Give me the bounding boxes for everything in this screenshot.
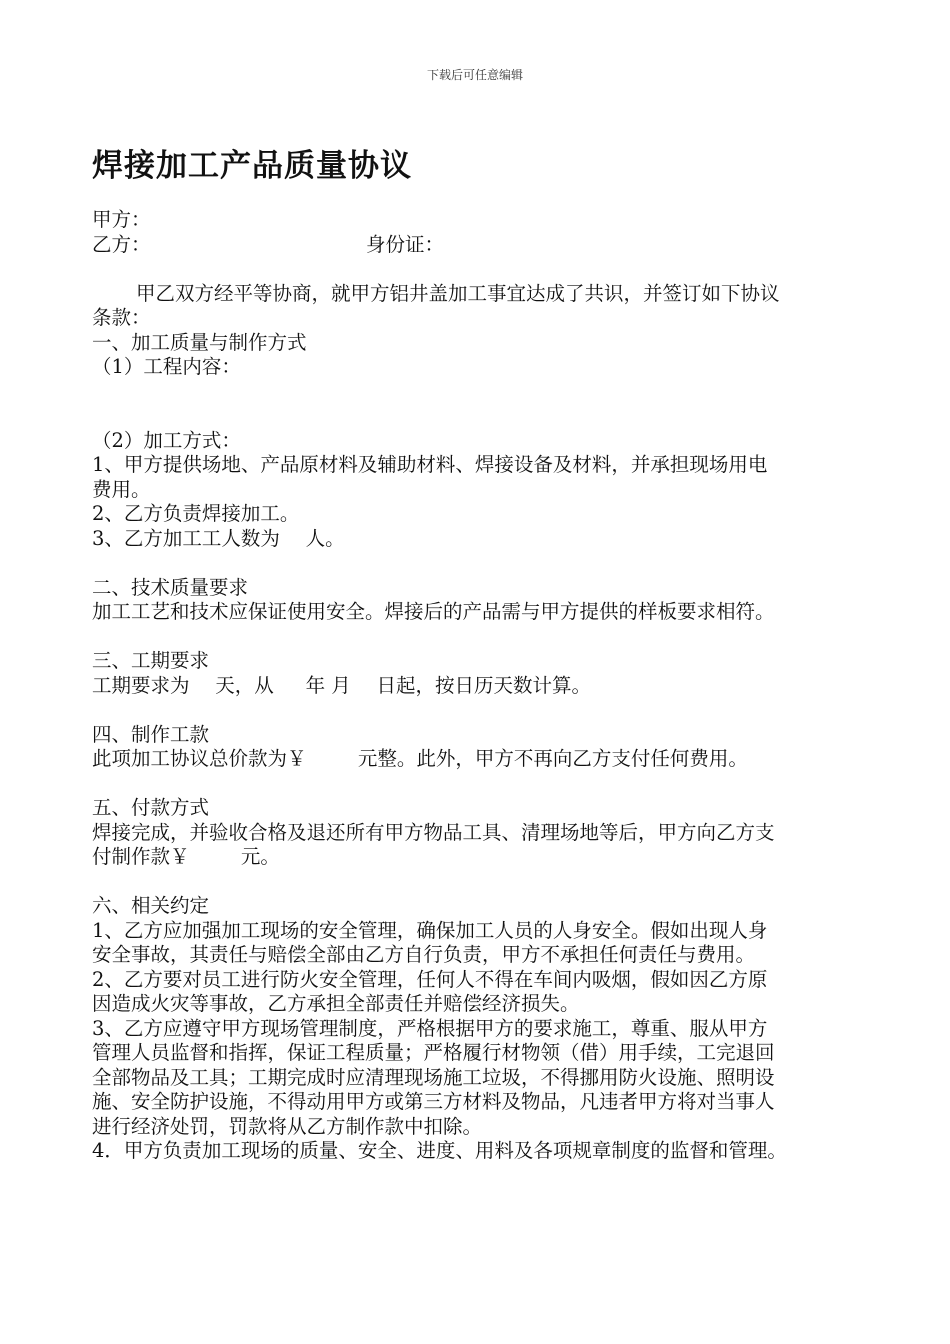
clause-item: （2）加工方式： — [92, 428, 241, 452]
clause-line: 工期要求为 天，从 年 月 日起，按日历天数计算。 — [92, 673, 591, 697]
clause-line: 此项加工协议总价款为￥ 元整。此外，甲方不再向乙方支付任何费用。 — [92, 747, 748, 770]
section-heading: 二、技术质量要求 — [92, 575, 249, 599]
section-heading: 四、制作工款 — [92, 722, 210, 746]
clause-line: 安全事故，其责任与赔偿全部由乙方自行负责，甲方不承担任何责任与费用。 — [92, 943, 756, 966]
party-a-label: 甲方： — [92, 208, 151, 231]
section-heading: 三、工期要求 — [92, 649, 210, 672]
clause-line: 因造成火灾等事故，乙方承担全部责任并赔偿经济损失。 — [92, 992, 580, 1015]
section-heading: 五、付款方式 — [92, 796, 210, 819]
clause-line: 费用。 — [92, 477, 151, 501]
party-b-label: 乙方： — [92, 232, 151, 256]
party-b-row — [92, 233, 892, 258]
clause-line: 2、乙方要对员工进行防火安全管理，任何人不得在车间内吸烟，假如因乙方原 — [92, 967, 768, 991]
clause-line: 3、乙方加工工人数为 人。 — [92, 526, 345, 550]
clause-line: 付制作款￥ 元。 — [92, 845, 280, 868]
section-heading: 六、相关约定 — [92, 894, 210, 917]
section-heading: 一、加工质量与制作方式 — [92, 330, 307, 354]
clause-item: （1）工程内容： — [92, 355, 241, 378]
clause-line: 3、乙方应遵守甲方现场管理制度，严格根据甲方的要求施工，尊重、服从甲方 — [92, 1016, 768, 1040]
intro-line: 条款： — [92, 306, 151, 329]
page-header: 下载后可任意编辑 — [426, 68, 523, 82]
clause-line: 全部物品及工具；工期完成时应清理现场施工垃圾，不得挪用防火设施、照明设 — [92, 1065, 775, 1089]
document-title: 焊接加工产品质量协议 — [92, 148, 412, 184]
clause-line: 进行经济处罚，罚款将从乙方制作款中扣除。 — [92, 1114, 483, 1138]
intro-line: 甲乙双方经平等协商，就甲方铝井盖加工事宜达成了共识，并签订如下协议 — [136, 281, 780, 305]
clause-line: 加工工艺和技术应保证使用安全。焊接后的产品需与甲方提供的样板要求相符。 — [92, 600, 775, 623]
clause-line: 2、乙方负责焊接加工。 — [92, 502, 300, 525]
id-label: 身份证： — [366, 232, 445, 256]
document-body — [92, 208, 892, 1164]
clause-line: 焊接完成，并验收合格及退还所有甲方物品工具、清理场地等后，甲方向乙方支 — [92, 820, 775, 844]
clause-line: 1、乙方应加强加工现场的安全管理，确保加工人员的人身安全。假如出现人身 — [92, 918, 768, 942]
clause-line: 管理人员监督和指挥，保证工程质量；严格履行材物领（借）用手续，工完退回 — [92, 1041, 775, 1064]
clause-line: 1、甲方提供场地、产品原材料及辅助材料、焊接设备及材料，并承担现场用电 — [92, 453, 768, 476]
clause-line: 4．甲方负责加工现场的质量、安全、进度、用料及各项规章制度的监督和管理。 — [92, 1139, 787, 1162]
clause-line: 施、安全防护设施，不得动用甲方或第三方材料及物品，凡违者甲方将对当事人 — [92, 1090, 775, 1113]
